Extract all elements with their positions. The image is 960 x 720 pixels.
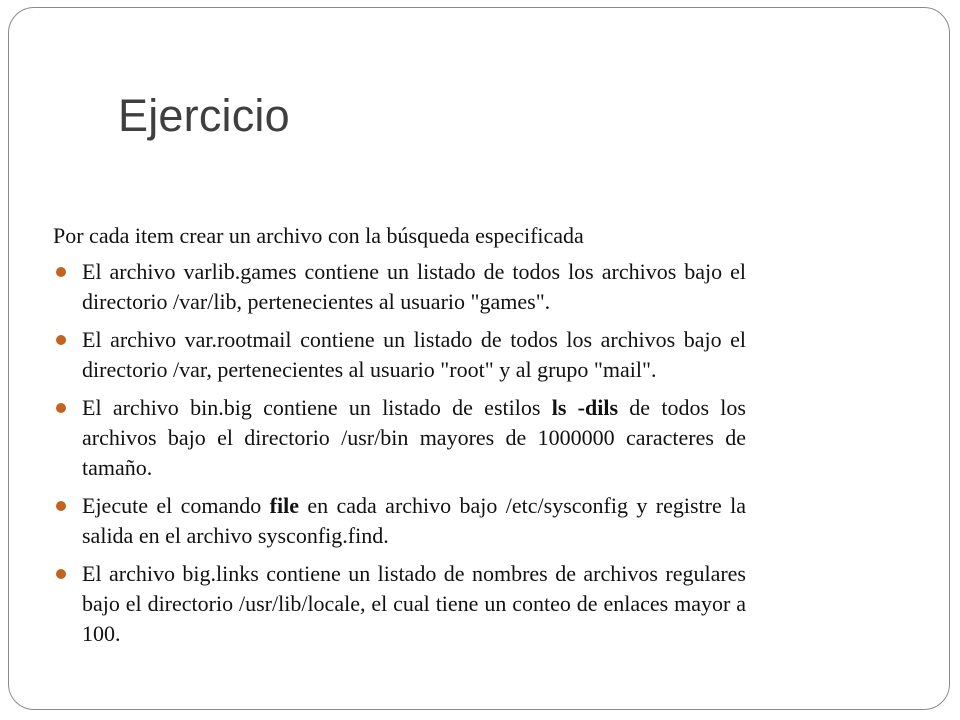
bullet-item bbox=[53, 491, 746, 551]
bullet-text: El archivo bin.big contiene un listado de estilos bbox=[82, 395, 552, 420]
intro-text: Por cada item crear un archivo con la búsqueda especificada bbox=[53, 223, 584, 248]
bullet-item bbox=[53, 393, 746, 483]
bullet-item bbox=[53, 257, 746, 317]
bullet-icon bbox=[56, 569, 66, 579]
command-ls-dils: ls -dils bbox=[551, 395, 619, 420]
bullet-list bbox=[53, 257, 746, 649]
bullet-icon bbox=[56, 267, 66, 277]
bullet-text: Ejecute el comando bbox=[82, 493, 270, 518]
bullet-icon bbox=[56, 501, 66, 511]
command-file: file bbox=[269, 493, 299, 518]
bullet-text: El archivo varlib.games contiene un listado de todos los archivos bajo el directorio /var/lib, pertenecientes al usuario "games". bbox=[82, 259, 746, 314]
slide-frame bbox=[8, 7, 950, 710]
bullet-text: de todos los archivos bajo el directorio /usr/bin mayores de 1000000 caracteres de tamaño. bbox=[82, 395, 746, 480]
bullet-text: El archivo var.rootmail contiene un listado de todos los archivos bajo el directorio /var, pertenecientes al usuario "root" y al grupo "mail". bbox=[82, 327, 746, 382]
bullet-text: en cada archivo bajo /etc/sysconfig y registre la salida en el archivo sysconfig.find. bbox=[82, 493, 746, 548]
bullet-item bbox=[53, 325, 746, 385]
slide-body bbox=[53, 221, 746, 657]
bullet-text: El archivo big.links contiene un listado de nombres de archivos regulares bajo el directorio /usr/lib/locale, el cual tiene un conteo de enlaces mayor a 100. bbox=[82, 561, 746, 646]
bullet-icon bbox=[56, 335, 66, 345]
bullet-item bbox=[53, 559, 746, 649]
slide-title: Ejercicio bbox=[118, 90, 290, 141]
bullet-icon bbox=[56, 403, 66, 413]
